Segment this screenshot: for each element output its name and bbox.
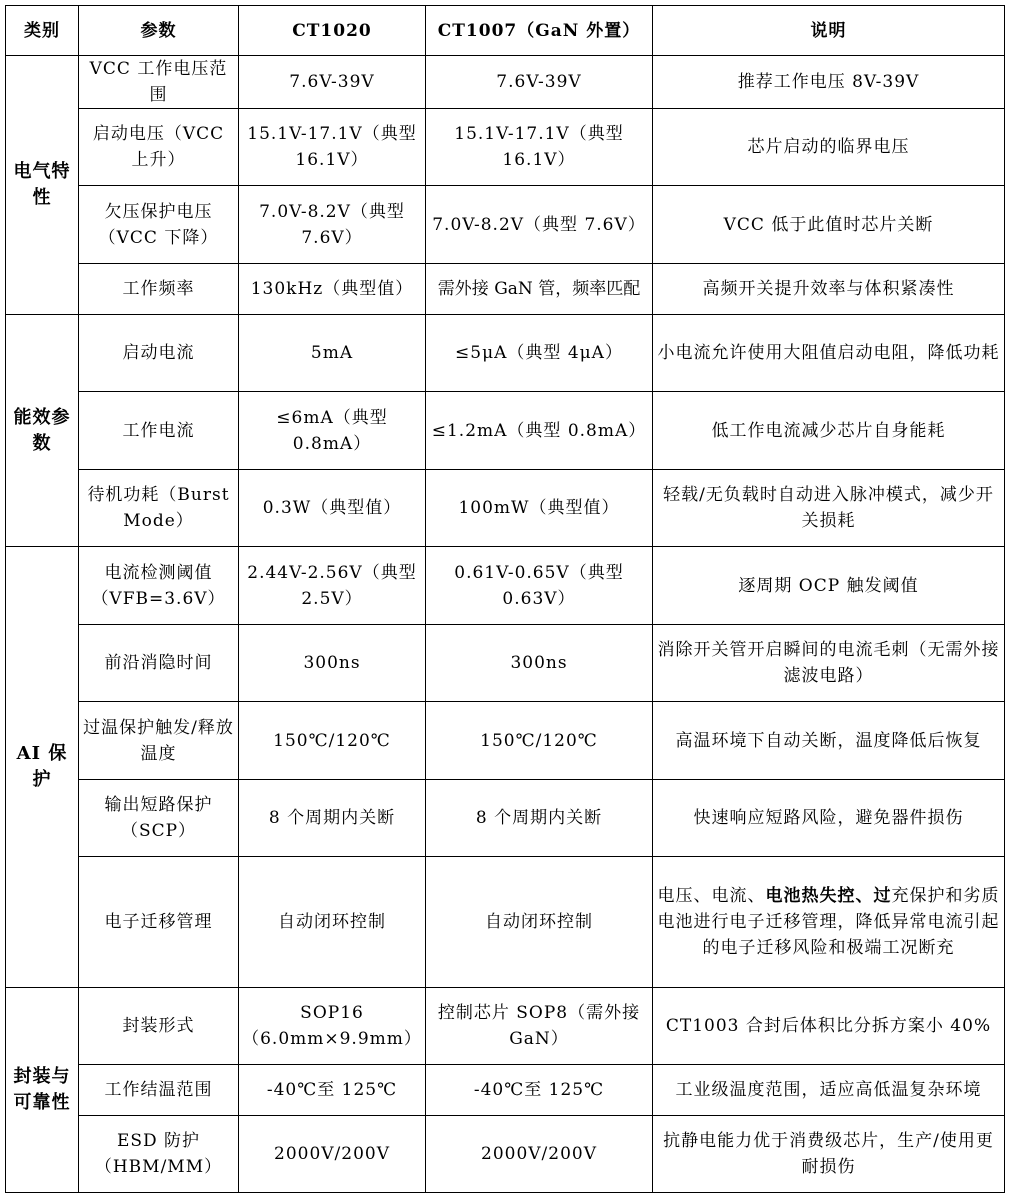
ct1007-cell: -40℃至 125℃ bbox=[426, 1065, 653, 1116]
ct1020-cell: ≤6mA（典型 0.8mA） bbox=[239, 392, 426, 470]
param-cell: 工作频率 bbox=[79, 264, 239, 315]
note-cell: 推荐工作电压 8V-39V bbox=[653, 56, 1005, 109]
note-cell: 高频开关提升效率与体积紧凑性 bbox=[653, 264, 1005, 315]
table-row bbox=[6, 109, 1005, 186]
header-note: 说明 bbox=[653, 6, 1005, 56]
param-cell: 工作电流 bbox=[79, 392, 239, 470]
category-cell: 能效参数 bbox=[6, 315, 79, 547]
table-row bbox=[6, 1065, 1005, 1116]
header-ct1020: CT1020 bbox=[239, 6, 426, 56]
ct1020-cell: 7.0V-8.2V（典型 7.6V） bbox=[239, 186, 426, 264]
ct1020-cell: 2000V/200V bbox=[239, 1116, 426, 1193]
param-cell: 工作结温范围 bbox=[79, 1065, 239, 1116]
category-cell: 电气特性 bbox=[6, 56, 79, 315]
header-parameter: 参数 bbox=[79, 6, 239, 56]
note-cell: VCC 低于此值时芯片关断 bbox=[653, 186, 1005, 264]
ct1020-cell: 15.1V-17.1V（典型 16.1V） bbox=[239, 109, 426, 186]
ct1007-cell: 100mW（典型值） bbox=[426, 470, 653, 547]
ct1020-cell: SOP16（6.0mm×9.9mm） bbox=[239, 988, 426, 1065]
param-cell: 前沿消隐时间 bbox=[79, 625, 239, 702]
ct1007-cell: 2000V/200V bbox=[426, 1116, 653, 1193]
note-cell: 小电流允许使用大阻值启动电阻，降低功耗 bbox=[653, 315, 1005, 392]
param-cell: VCC 工作电压范围 bbox=[79, 56, 239, 109]
ct1020-cell: 2.44V-2.56V（典型 2.5V） bbox=[239, 547, 426, 625]
table-row bbox=[6, 547, 1005, 625]
note-cell: 高温环境下自动关断，温度降低后恢复 bbox=[653, 702, 1005, 780]
ct1020-cell: -40℃至 125℃ bbox=[239, 1065, 426, 1116]
table-row bbox=[6, 702, 1005, 780]
ct1007-cell: 7.0V-8.2V（典型 7.6V） bbox=[426, 186, 653, 264]
note-cell: 快速响应短路风险，避免器件损伤 bbox=[653, 780, 1005, 857]
table-row bbox=[6, 988, 1005, 1065]
table-row bbox=[6, 392, 1005, 470]
param-cell: 输出短路保护（SCP） bbox=[79, 780, 239, 857]
table-row bbox=[6, 315, 1005, 392]
ct1007-cell: ≤5μA（典型 4μA） bbox=[426, 315, 653, 392]
table-row bbox=[6, 857, 1005, 988]
note-cell: 工业级温度范围，适应高低温复杂环境 bbox=[653, 1065, 1005, 1116]
ct1007-cell: 自动闭环控制 bbox=[426, 857, 653, 988]
header-row bbox=[6, 6, 1005, 56]
note-text-bold: 电池热失控、过 bbox=[765, 886, 892, 906]
param-cell: 待机功耗（Burst Mode） bbox=[79, 470, 239, 547]
ct1007-cell: 8 个周期内关断 bbox=[426, 780, 653, 857]
ct1007-cell: ≤1.2mA（典型 0.8mA） bbox=[426, 392, 653, 470]
ct1007-cell: 150℃/120℃ bbox=[426, 702, 653, 780]
param-cell: 电子迁移管理 bbox=[79, 857, 239, 988]
param-cell: 启动电流 bbox=[79, 315, 239, 392]
ct1020-cell: 5mA bbox=[239, 315, 426, 392]
ct1020-cell: 自动闭环控制 bbox=[239, 857, 426, 988]
table-row bbox=[6, 186, 1005, 264]
param-cell: ESD 防护（HBM/MM） bbox=[79, 1116, 239, 1193]
category-cell: AI 保护 bbox=[6, 547, 79, 988]
ct1007-cell: 15.1V-17.1V（典型 16.1V） bbox=[426, 109, 653, 186]
ct1007-cell: 300ns bbox=[426, 625, 653, 702]
note-text: 充保护和劣质电池进行电子迁移管理，降低异常电流引起的电子迁移风险和极端工况断充 bbox=[657, 886, 1000, 958]
param-cell: 欠压保护电压（VCC 下降） bbox=[79, 186, 239, 264]
table-row bbox=[6, 470, 1005, 547]
header-ct1007: CT1007（GaN 外置） bbox=[426, 6, 653, 56]
ct1007-cell: 7.6V-39V bbox=[426, 56, 653, 109]
param-cell: 封装形式 bbox=[79, 988, 239, 1065]
note-cell: CT1003 合封后体积比分拆方案小 40% bbox=[653, 988, 1005, 1065]
note-cell: 逐周期 OCP 触发阈值 bbox=[653, 547, 1005, 625]
note-cell: 轻载/无负载时自动进入脉冲模式，减少开关损耗 bbox=[653, 470, 1005, 547]
ct1007-cell: 控制芯片 SOP8（需外接 GaN） bbox=[426, 988, 653, 1065]
param-cell: 电流检测阈值（VFB=3.6V） bbox=[79, 547, 239, 625]
table-row bbox=[6, 56, 1005, 109]
ct1020-cell: 150℃/120℃ bbox=[239, 702, 426, 780]
spec-comparison-table bbox=[5, 5, 1005, 1193]
table-row bbox=[6, 1116, 1005, 1193]
ct1020-cell: 300ns bbox=[239, 625, 426, 702]
ct1020-cell: 7.6V-39V bbox=[239, 56, 426, 109]
ct1020-cell: 130kHz（典型值） bbox=[239, 264, 426, 315]
category-cell: 封装与可靠性 bbox=[6, 988, 79, 1193]
table-row bbox=[6, 780, 1005, 857]
table-row bbox=[6, 264, 1005, 315]
ct1007-cell: 需外接 GaN 管，频率匹配 bbox=[426, 264, 653, 315]
ct1007-cell: 0.61V-0.65V（典型 0.63V） bbox=[426, 547, 653, 625]
header-category: 类别 bbox=[6, 6, 79, 56]
table-row bbox=[6, 625, 1005, 702]
note-cell bbox=[653, 857, 1005, 988]
note-text: 电压、电流、 bbox=[657, 886, 766, 906]
note-cell: 芯片启动的临界电压 bbox=[653, 109, 1005, 186]
note-cell: 低工作电流减少芯片自身能耗 bbox=[653, 392, 1005, 470]
ct1020-cell: 0.3W（典型值） bbox=[239, 470, 426, 547]
param-cell: 过温保护触发/释放温度 bbox=[79, 702, 239, 780]
param-cell: 启动电压（VCC 上升） bbox=[79, 109, 239, 186]
ct1020-cell: 8 个周期内关断 bbox=[239, 780, 426, 857]
note-cell: 消除开关管开启瞬间的电流毛刺（无需外接滤波电路） bbox=[653, 625, 1005, 702]
note-cell: 抗静电能力优于消费级芯片，生产/使用更耐损伤 bbox=[653, 1116, 1005, 1193]
